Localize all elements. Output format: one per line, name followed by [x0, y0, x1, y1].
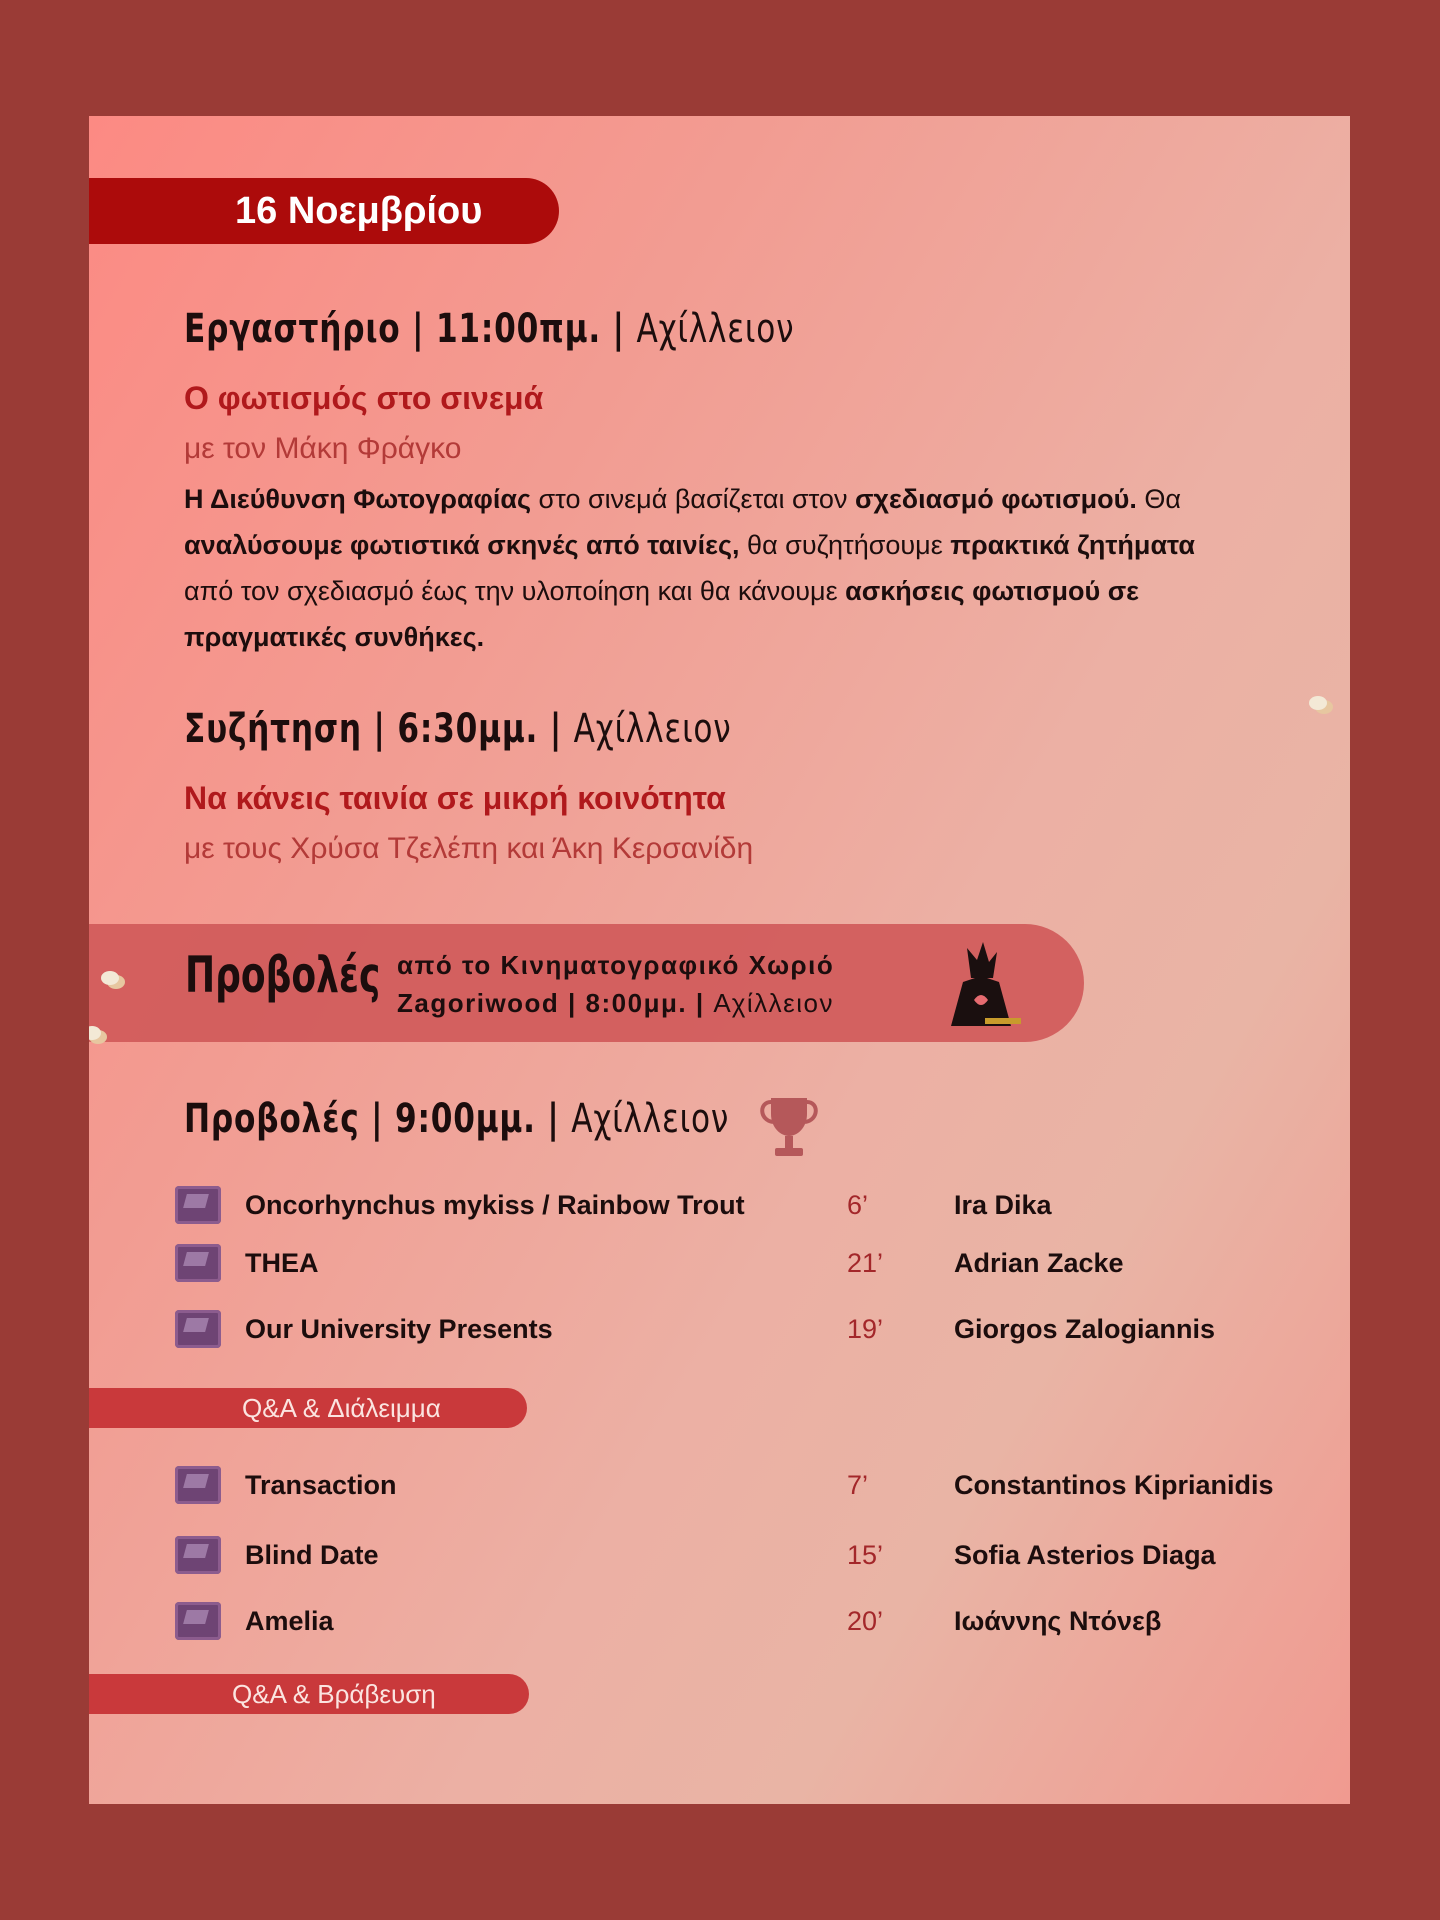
film-title: Our University Presents	[245, 1314, 553, 1344]
description-segment: αναλύσουμε φωτιστικά σκηνές από ταινίες,	[184, 530, 740, 560]
screenings-heading-venue: Αχίλλειον	[571, 1096, 730, 1142]
discussion-title: Να κάνεις ταινία σε μικρή κοινότητα	[184, 780, 726, 816]
film-duration: 6’	[847, 1190, 869, 1220]
band-line2-time: Zagoriwood | 8:00μμ. |	[397, 988, 705, 1018]
discussion-heading-venue: Αχίλλειον	[573, 706, 732, 752]
popcorn-icon	[1309, 696, 1327, 710]
program-card	[89, 116, 1350, 1804]
description-segment: πρακτικά ζητήματα	[950, 530, 1195, 560]
trophy-icon	[757, 1092, 821, 1162]
popcorn-icon	[101, 971, 119, 985]
discussion-guests: με τους Χρύσα Τζελέπη και Άκη Κερσανίδη	[184, 832, 754, 865]
film-title: THEA	[245, 1248, 319, 1278]
workshop-title: Ο φωτισμός στο σινεμά	[184, 380, 544, 416]
film-title: Oncorhynchus mykiss / Rainbow Trout	[245, 1190, 745, 1220]
film-director: Giorgos Zalogiannis	[954, 1314, 1216, 1344]
date-pill	[89, 178, 559, 244]
workshop-heading-time: Εργαστήριο | 11:00πμ. |	[184, 306, 625, 352]
band-line2-venue: Αχίλλειον	[713, 988, 834, 1018]
film-director: Ιωάννης Ντόνεβ	[954, 1606, 1162, 1636]
screenings-heading-time: Προβολές | 9:00μμ. |	[184, 1096, 560, 1142]
screenings-heading	[184, 1096, 729, 1142]
film-duration: 19’	[847, 1314, 884, 1344]
band-line1: από το Κινηματογραφικό Χωριό	[397, 950, 835, 980]
workshop-heading-venue: Αχίλλειον	[636, 306, 795, 352]
film-duration: 15’	[847, 1540, 884, 1570]
description-segment: ασκήσεις φωτισμού σε πραγματικές συνθήκες.	[184, 576, 1139, 652]
workshop-heading	[184, 306, 794, 352]
film-title: Amelia	[245, 1606, 334, 1636]
workshop-description	[184, 476, 1244, 660]
film-title: Blind Date	[245, 1540, 379, 1570]
film-director: Ira Dika	[954, 1190, 1052, 1220]
description-segment: από τον σχεδιασμό έως την υλοποίηση και θα κάνουμε	[184, 576, 846, 606]
zagoriwood-logo-icon	[941, 938, 1021, 1028]
break-pill-qa-award	[89, 1674, 529, 1714]
break-label-2: Q&A & Βράβευση	[232, 1678, 436, 1709]
film-icon	[175, 1602, 221, 1640]
film-duration: 7’	[847, 1470, 869, 1500]
film-director: Constantinos Kiprianidis	[954, 1470, 1274, 1500]
band-title: Προβολές	[185, 946, 381, 1004]
description-segment: Θα	[1136, 484, 1181, 514]
film-duration: 20’	[847, 1606, 884, 1636]
date-label: 16 Νοεμβρίου	[235, 189, 483, 232]
film-title: Transaction	[245, 1470, 397, 1500]
film-icon	[175, 1244, 221, 1282]
description-segment: θα συζητήσουμε	[739, 530, 951, 560]
description-segment: σχεδιασμό φωτισμού.	[854, 484, 1137, 514]
break-pill-qa-break	[89, 1388, 527, 1428]
film-icon	[175, 1186, 221, 1224]
film-director: Sofia Asterios Diaga	[954, 1540, 1216, 1570]
band-line2	[397, 988, 834, 1019]
break-label-1: Q&A & Διάλειμμα	[242, 1392, 441, 1423]
description-segment: Η Διεύθυνση Φωτογραφίας	[184, 484, 532, 514]
film-duration: 21’	[847, 1248, 884, 1278]
description-segment: στο σινεμά βασίζεται στον	[531, 484, 855, 514]
film-director: Adrian Zacke	[954, 1248, 1124, 1278]
film-icon	[175, 1466, 221, 1504]
film-icon	[175, 1310, 221, 1348]
discussion-heading-time: Συζήτηση | 6:30μμ. |	[184, 706, 563, 752]
film-icon	[175, 1536, 221, 1574]
discussion-heading	[184, 706, 731, 752]
workshop-host: με τον Μάκη Φράγκο	[184, 432, 462, 465]
